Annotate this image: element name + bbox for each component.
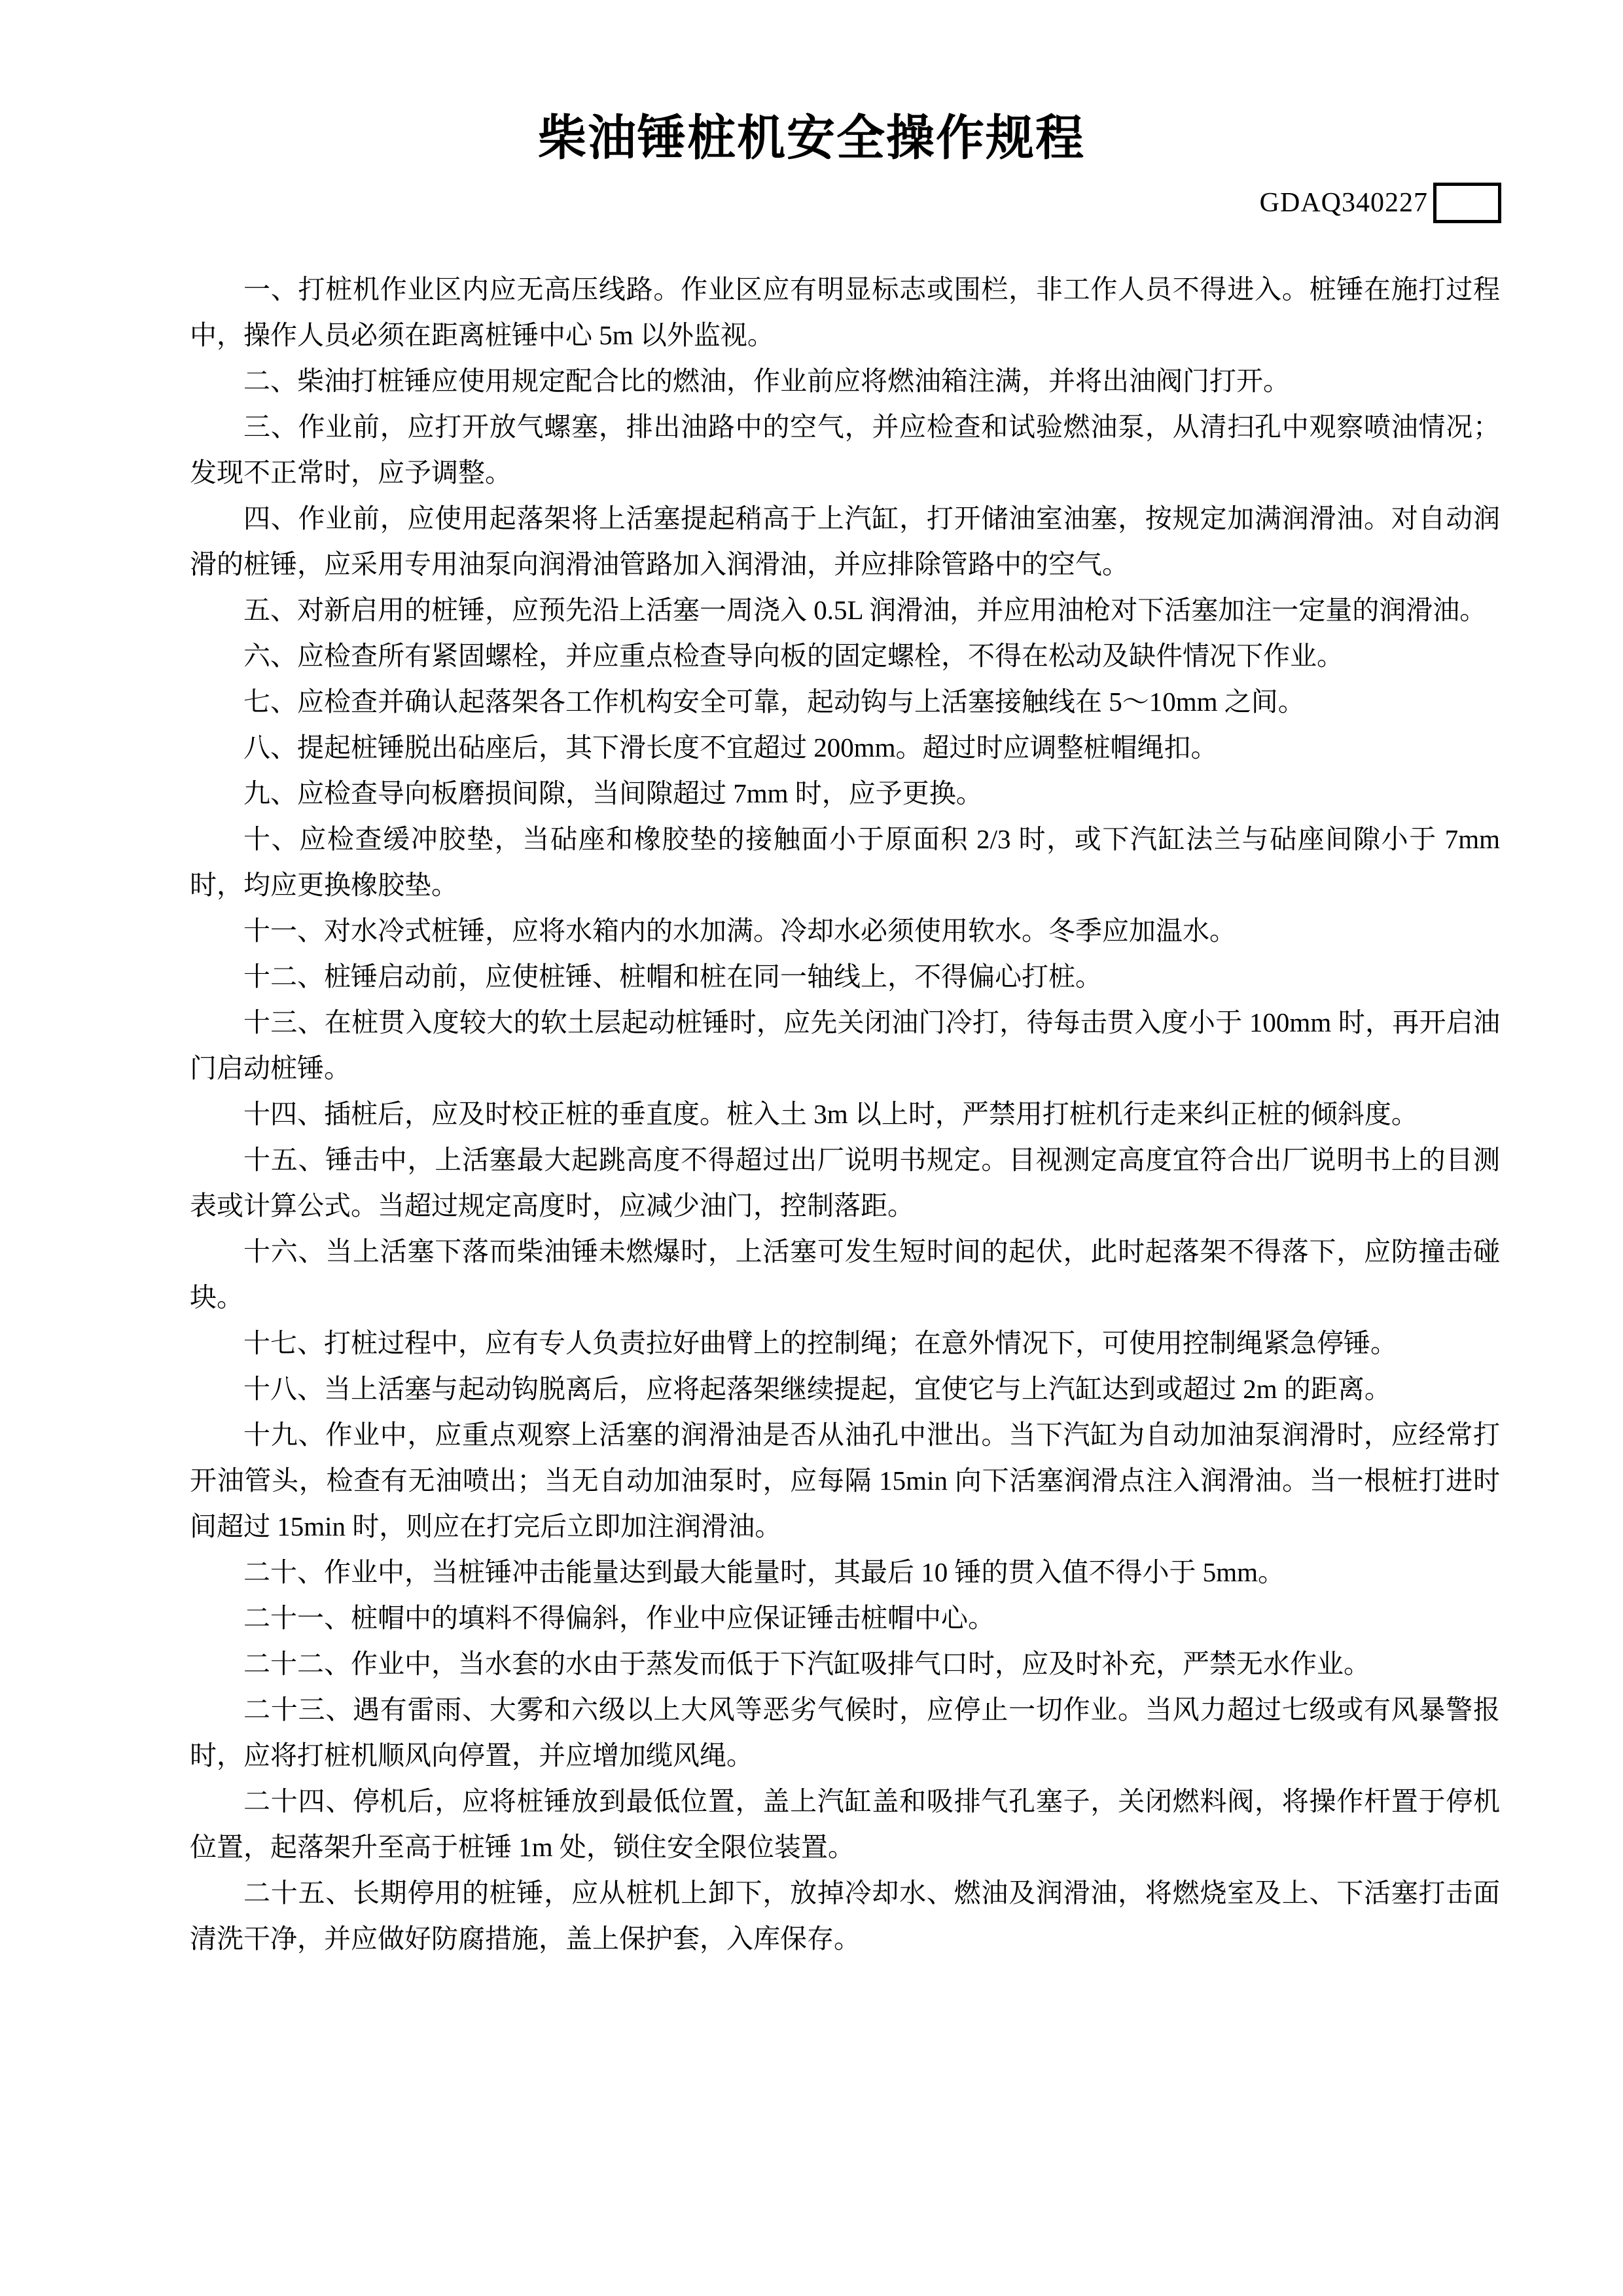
regulation-item: 七、应检查并确认起落架各工作机构安全可靠，起动钩与上活塞接触线在 5～10mm 之间。 [243,687,1305,717]
regulation-item: 五、对新启用的桩锤，应预先沿上活塞一周浇入 0.5L 润滑油，并应用油枪对下活塞加注一定量的润滑油。 [243,595,1487,626]
regulation-item: 二十、作业中，当桩锤冲击能量达到最大能量时，其最后 10 锤的贯入值不得小于 5mm。 [243,1557,1285,1588]
regulation-item: 六、应检查所有紧固螺栓，并应重点检查导向板的固定螺栓，不得在松动及缺件情况下作业。 [243,641,1344,672]
doc-code: GDAQ340227 [1259,188,1428,219]
regulation-item: 二十二、作业中，当水套的水由于蒸发而低于下汽缸吸排气口时，应及时补充，严禁无水作业。 [243,1649,1370,1679]
regulation-item: 十六、当上活塞下落而柴油锤未燃爆时，上活塞可发生短时间的起伏，此时起落架不得落下，应防撞击碰块。 [190,1236,1500,1313]
regulation-item: 十三、在桩贯入度较大的软土层起动桩锤时，应先关闭油门冷打，待每击贯入度小于 100mm 时，再开启油门启动桩锤。 [190,1007,1500,1084]
regulation-item: 九、应检查导向板磨损间隙，当间隙超过 7mm 时，应予更换。 [243,778,983,809]
regulation-item: 十一、对水冷式桩锤，应将水箱内的水加满。冷却水必须使用软水。冬季应加温水。 [243,916,1236,946]
regulation-item: 十八、当上活塞与起动钩脱离后，应将起落架继续提起，宜使它与上汽缸达到或超过 2m 的距离。 [243,1374,1391,1405]
regulation-item: 二十四、停机后，应将桩锤放到最低位置，盖上汽缸盖和吸排气孔塞子，关闭燃料阀，将操作杆置于停机位置，起落架升至高于桩锤 1m 处，锁住安全限位装置。 [190,1786,1500,1863]
doc-code-box [1433,183,1501,223]
regulation-item: 十、应检查缓冲胶垫，当砧座和橡胶垫的接触面小于原面积 2/3 时，或下汽缸法兰与砧座间隙小于 7mm 时，均应更换橡胶垫。 [190,824,1500,901]
regulation-item: 八、提起桩锤脱出砧座后，其下滑长度不宜超过 200mm。超过时应调整桩帽绳扣。 [243,732,1218,763]
regulation-item: 十七、打桩过程中，应有专人负责拉好曲臂上的控制绳；在意外情况下，可使用控制绳紧急停锤。 [243,1328,1397,1359]
regulation-item: 十五、锤击中，上活塞最大起跳高度不得超过出厂说明书规定。目视测定高度宜符合出厂说明书上的目测表或计算公式。当超过规定高度时，应减少油门，控制落距。 [190,1145,1500,1221]
regulation-item: 二十五、长期停用的桩锤，应从桩机上卸下，放掉冷却水、燃油及润滑油，将燃烧室及上、下活塞打击面清洗干净，并应做好防腐措施，盖上保护套，入库保存。 [190,1878,1500,1954]
page-title: 柴油锤桩机安全操作规程 [538,111,1085,165]
regulation-item: 三、作业前，应打开放气螺塞，排出油路中的空气，并应检查和试验燃油泵，从清扫孔中观察喷油情况；发现不正常时，应予调整。 [190,412,1500,488]
regulation-item: 十九、作业中，应重点观察上活塞的润滑油是否从油孔中泄出。当下汽缸为自动加油泵润滑时，应经常打开油管头，检查有无油喷出；当无自动加油泵时，应每隔 15min 向下活塞润滑点注入润滑油。当一根桩打进时间超过 15min 时，则应在打完后立即加注润滑油。 [190,1420,1500,1542]
doc-code-row [0,183,1501,223]
regulation-item: 二十三、遇有雷雨、大雾和六级以上大风等恶劣气候时，应停止一切作业。当风力超过七级或有风暴警报时，应将打桩机顺风向停置，并应增加缆风绳。 [190,1695,1500,1771]
regulation-item: 十四、插桩后，应及时校正桩的垂直度。桩入土 3m 以上时，严禁用打桩机行走来纠正桩的倾斜度。 [243,1099,1418,1130]
regulations-body [190,266,1500,1962]
regulation-item: 二、柴油打桩锤应使用规定配合比的燃油，作业前应将燃油箱注满，并将出油阀门打开。 [243,366,1290,397]
regulation-item: 一、打桩机作业区内应无高压线路。作业区应有明显标志或围栏，非工作人员不得进入。桩锤在施打过程中，操作人员必须在距离桩锤中心 5m 以外监视。 [190,274,1500,351]
regulation-item: 四、作业前，应使用起落架将上活塞提起稍高于上汽缸，打开储油室油塞，按规定加满润滑油。对自动润滑的桩锤，应采用专用油泵向润滑油管路加入润滑油，并应排除管路中的空气。 [190,503,1500,580]
regulation-item: 十二、桩锤启动前，应使桩锤、桩帽和桩在同一轴线上，不得偏心打桩。 [243,961,1102,992]
regulation-item: 二十一、桩帽中的填料不得偏斜，作业中应保证锤击桩帽中心。 [243,1603,995,1634]
